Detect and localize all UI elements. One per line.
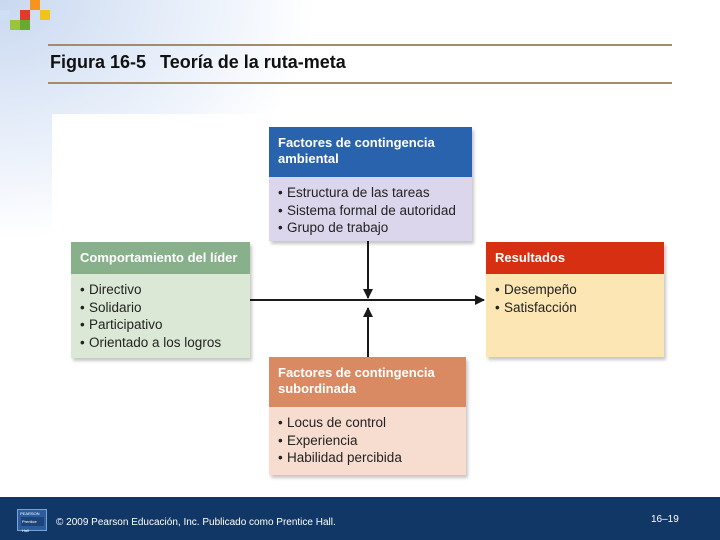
environment-factors-box [269, 127, 472, 241]
figure-title: Teoría de la ruta-meta [160, 52, 346, 72]
subordinate-heading-line1: Factores de contingencia [278, 365, 435, 380]
logo-line2: Prentice Hall [21, 517, 44, 526]
results-header: Resultados [486, 242, 664, 274]
subordinate-factors-box [269, 357, 466, 475]
logo-line1: PEARSON [20, 511, 40, 516]
list-item: • Solidario [80, 299, 241, 317]
list-item: • Sistema formal de autoridad [278, 202, 463, 220]
subordinate-factors-list [269, 407, 466, 475]
page-number: 16–19 [651, 514, 679, 525]
copyright-text: © 2009 Pearson Educación, Inc. Publicado como Prentice Hall. [56, 517, 336, 528]
results-box [486, 242, 664, 357]
leader-behavior-header: Comportamiento del líder [71, 242, 250, 274]
results-list [486, 274, 664, 357]
list-item: • Estructura de las tareas [278, 184, 463, 202]
environment-heading-line2: ambiental [278, 151, 339, 166]
subordinate-factors-header [269, 357, 466, 407]
footer-bar [0, 497, 720, 540]
list-item: • Locus de control [278, 414, 457, 432]
environment-factors-header [269, 127, 472, 177]
list-item: • Orientado a los logros [80, 334, 241, 352]
list-item: • Experiencia [278, 432, 457, 450]
environment-heading-line1: Factores de contingencia [278, 135, 435, 150]
list-item: • Directivo [80, 281, 241, 299]
list-item: • Satisfacción [495, 299, 655, 317]
list-item: • Participativo [80, 316, 241, 334]
leader-behavior-list [71, 274, 250, 358]
environment-factors-list [269, 177, 472, 241]
list-item: • Habilidad percibida [278, 449, 457, 467]
figure-number: Figura 16-5 [50, 52, 147, 72]
publisher-logo [17, 509, 47, 531]
list-item: • Grupo de trabajo [278, 219, 463, 237]
list-item: • Desempeño [495, 281, 655, 299]
leader-behavior-box [71, 242, 250, 358]
subordinate-heading-line2: subordinada [278, 381, 357, 396]
